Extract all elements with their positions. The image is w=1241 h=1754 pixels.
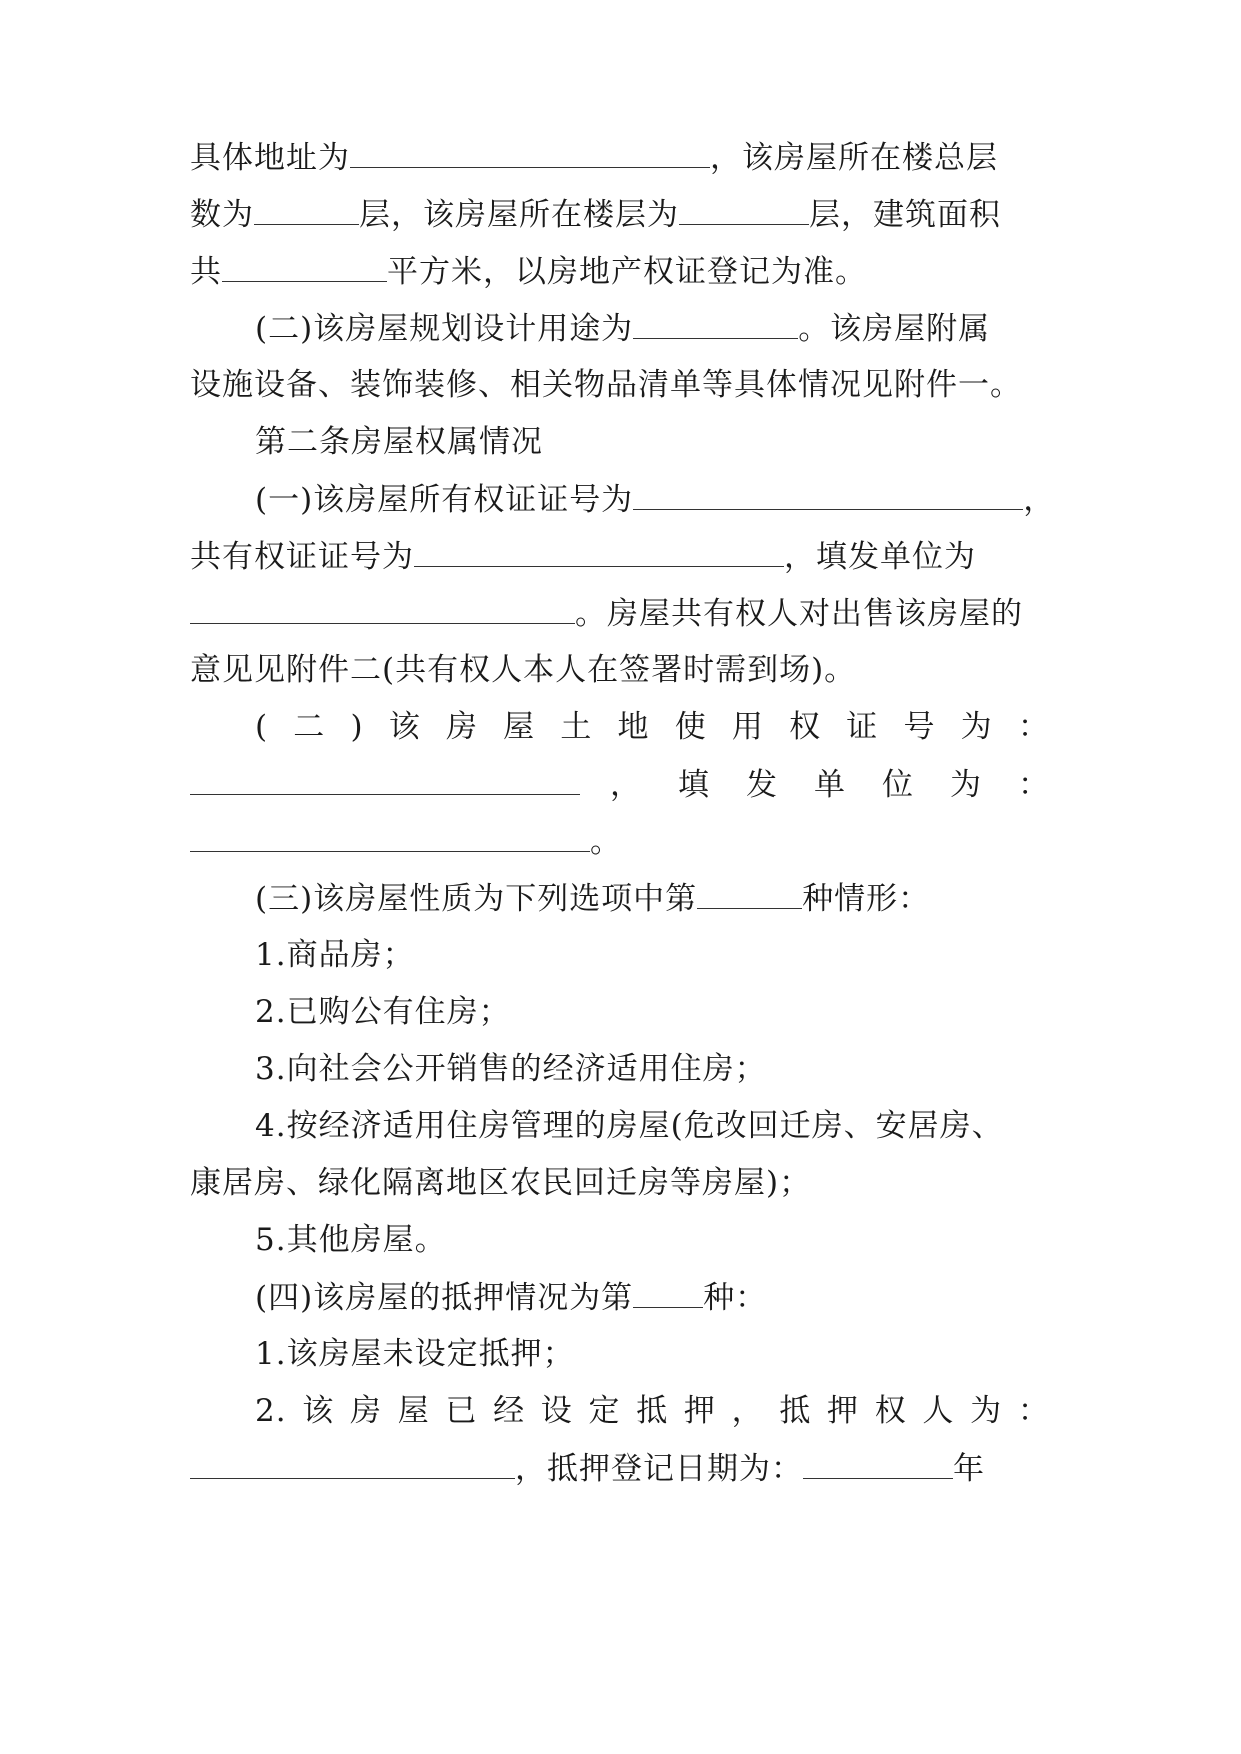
char: 抵 (779, 1393, 812, 1429)
fill-in-blank[interactable] (633, 308, 798, 339)
text-line (255, 308, 1050, 349)
line-text: 。该房屋附属 (798, 311, 991, 347)
char: 发 (746, 767, 778, 803)
char: 抵 (636, 1393, 669, 1429)
text-line (190, 365, 1050, 405)
line-text: 具体地址为 (190, 140, 350, 176)
char: ( (255, 709, 269, 745)
char: 土 (560, 709, 593, 745)
line-text: (一)该房屋所有权证证号为 (255, 482, 634, 518)
justified-group (580, 765, 1050, 805)
line-text: 康居房、绿化隔离地区农民回迁房等房屋)； (190, 1165, 812, 1201)
char: ) (350, 709, 364, 745)
line-text: 年 (953, 1451, 985, 1487)
char: 为 (960, 709, 993, 745)
list-item (255, 1049, 1050, 1089)
char: 权 (789, 709, 822, 745)
line-text: ，该房屋所在楼总层 (710, 140, 998, 176)
char: 号 (903, 709, 936, 745)
fill-in-blank[interactable] (803, 1448, 953, 1479)
fill-in-blank[interactable] (190, 821, 590, 852)
line-text: 设施设备、装饰装修、相关物品清单等具体情况见附件一。 (190, 367, 1022, 403)
fill-in-blank[interactable] (633, 1277, 703, 1308)
char: 押 (683, 1393, 716, 1429)
text-line (190, 251, 1050, 292)
text-line (190, 137, 1050, 178)
fill-in-blank[interactable] (190, 1448, 515, 1479)
line-text: 意见见附件二(共有权人本人在签署时需到场)。 (190, 652, 857, 688)
line-text: 平方米，以房地产权证登记为准。 (387, 254, 867, 290)
char: 房 (349, 1393, 382, 1429)
line-text: 层，建筑面积 (809, 197, 1001, 233)
list-item (255, 1220, 1050, 1260)
line-text: 层，该房屋所在楼层为 (359, 197, 679, 233)
char: ： (1018, 767, 1050, 803)
line-text: 共有权证证号为 (190, 539, 414, 575)
text-line (190, 821, 1050, 862)
line-text: 。房屋共有权人对出售该房屋的 (575, 596, 1023, 632)
text-line (190, 194, 1050, 235)
text-line-justified (190, 764, 1050, 805)
fill-in-blank[interactable] (254, 194, 359, 225)
char: 屋 (397, 1393, 430, 1429)
fill-in-blank[interactable] (633, 479, 1023, 510)
section-heading (255, 422, 1050, 462)
char: 位 (882, 767, 914, 803)
char: 2. (255, 1393, 287, 1429)
char: 押 (827, 1393, 860, 1429)
fill-in-blank[interactable] (190, 593, 575, 624)
line-text: ，填发单位为 (784, 539, 976, 575)
char: 经 (493, 1393, 526, 1429)
line-text: 。 (590, 824, 622, 860)
char: 房 (445, 709, 478, 745)
line-text: 1.该房屋未设定抵押； (255, 1336, 575, 1372)
line-text: 种情形： (802, 881, 931, 917)
line-text: ，抵押登记日期为： (515, 1451, 803, 1487)
char: 证 (846, 709, 879, 745)
line-text: 共 (190, 254, 222, 290)
text-line (190, 536, 1050, 577)
fill-in-blank[interactable] (414, 536, 784, 567)
text-line (190, 1448, 1050, 1489)
char: ， (731, 1393, 764, 1429)
char: 人 (922, 1393, 955, 1429)
char: 该 (302, 1393, 335, 1429)
fill-in-blank[interactable] (190, 764, 580, 795)
fill-in-blank[interactable] (697, 878, 802, 909)
line-text: 数为 (190, 197, 254, 233)
text-line (190, 650, 1050, 690)
char: 定 (588, 1393, 621, 1429)
line-text: 3.向社会公开销售的经济适用住房； (255, 1051, 767, 1087)
char: ， (610, 767, 642, 803)
char: 该 (388, 709, 421, 745)
fill-in-blank[interactable] (222, 251, 387, 282)
char: 单 (814, 767, 846, 803)
list-item (255, 935, 1050, 975)
text-line (190, 1163, 1050, 1203)
char: 已 (445, 1393, 478, 1429)
char: 二 (293, 709, 326, 745)
line-text: 2.已购公有住房； (255, 994, 511, 1030)
line-text: 第二条房屋权属情况 (255, 424, 543, 460)
char: ： (1017, 709, 1050, 745)
fill-in-blank[interactable] (679, 194, 809, 225)
char: 填 (678, 767, 710, 803)
text-line (255, 1277, 1050, 1318)
text-line (255, 479, 1056, 520)
text-line-justified (255, 707, 1050, 747)
char: 设 (540, 1393, 573, 1429)
list-item (255, 1334, 1050, 1374)
line-text: 4.按经济适用住房管理的房屋(危改回迁房、安居房、 (255, 1108, 1004, 1144)
char: 为 (950, 767, 982, 803)
line-text: ， (1023, 482, 1056, 518)
char: 用 (731, 709, 764, 745)
text-line (190, 593, 1050, 634)
line-text: (二)该房屋规划设计用途为 (255, 311, 634, 347)
line-text: 种： (703, 1280, 768, 1316)
char: 屋 (503, 709, 536, 745)
char: ： (1017, 1393, 1050, 1429)
text-line (255, 878, 1050, 919)
char: 使 (674, 709, 707, 745)
text-line-justified (255, 1391, 1050, 1431)
list-item (255, 992, 1050, 1032)
fill-in-blank[interactable] (350, 137, 710, 168)
line-text: 1.商品房； (255, 937, 415, 973)
line-text: 5.其他房屋。 (255, 1222, 447, 1258)
char: 为 (970, 1393, 1003, 1429)
char: 地 (617, 709, 650, 745)
char: 权 (874, 1393, 907, 1429)
line-text: (三)该房屋性质为下列选项中第 (255, 881, 698, 917)
line-text: (四)该房屋的抵押情况为第 (255, 1280, 634, 1316)
list-item (255, 1106, 1050, 1146)
